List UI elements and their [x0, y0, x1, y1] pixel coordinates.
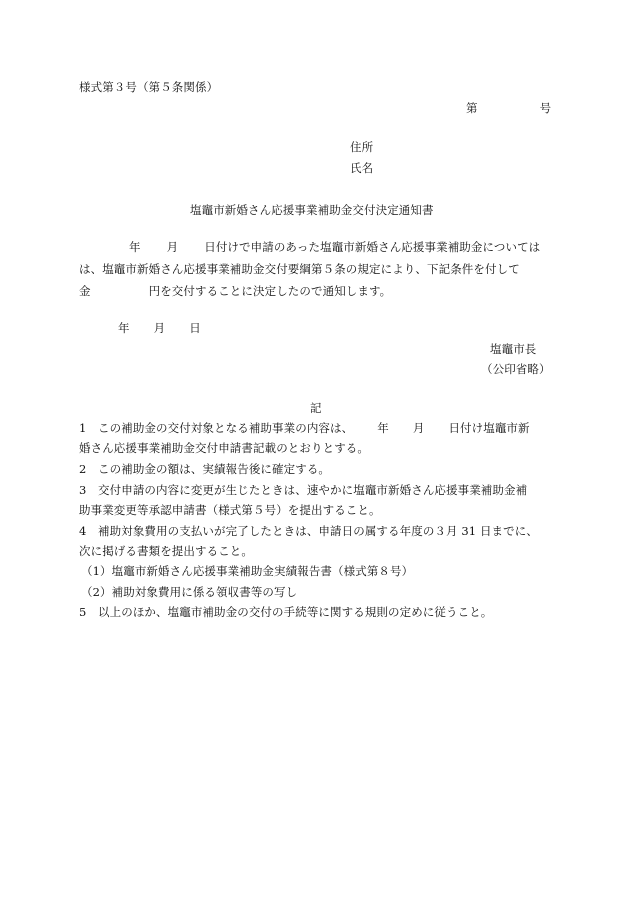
condition-2: 2 この補助金の額は、実績報告後に確定する。: [79, 462, 331, 476]
notes-heading: 記: [310, 401, 322, 415]
seal-note: （公印省略）: [481, 362, 551, 376]
form-number: 様式第３号（第５条関係）: [79, 80, 219, 94]
condition-1-year: 年: [377, 421, 389, 435]
body-month-label: 月: [166, 240, 179, 254]
body-line-3: [79, 286, 391, 298]
date-year: 年: [118, 321, 130, 335]
condition-4-item-2: （2）補助対象費用に係る領収書等の写し: [81, 585, 298, 599]
condition-4-item-1: （1）塩竈市新婚さん応援事業補助金実績報告書（様式第８号）: [81, 564, 414, 578]
body-year-label: 年: [129, 240, 141, 254]
date-day: 日: [189, 321, 201, 335]
condition-1-text-b: 日付け塩竈市新: [448, 421, 530, 435]
condition-1-line-1: [79, 423, 530, 435]
condition-3-line-2: 助事業変更等承認申請書（様式第５号）を提出すること。: [79, 503, 381, 517]
document-title: 塩竈市新婚さん応援事業補助金交付決定通知書: [190, 203, 434, 217]
body-line1-rest: 日付けで申請のあった塩竈市新婚さん応援事業補助金については: [204, 240, 541, 254]
name-label: 氏名: [350, 161, 374, 175]
document-number: [466, 103, 551, 115]
body-line-1: [129, 242, 540, 254]
condition-1-month: 月: [412, 421, 425, 435]
condition-3-line-1: 3 交付申請の内容に変更が生じたときは、速やかに塩竈市新婚さん応援事業補助金補: [79, 483, 528, 497]
date-month: 月: [153, 321, 166, 335]
body-line3-rest: 円を交付することに決定したので通知します。: [148, 284, 392, 298]
amount-prefix: 金: [79, 284, 91, 298]
condition-4-line-2: 次に掲げる書類を提出すること。: [79, 544, 253, 558]
condition-4-line-1: 4 補助対象費用の支払いが完了したときは、申請日の属する年度の３月 31 日までに、: [79, 524, 538, 538]
doc-number-prefix: 第: [466, 101, 478, 115]
issue-date: [118, 323, 201, 335]
condition-5: 5 以上のほか、塩竈市補助金の交付の手続等に関する規則の定めに従うこと。: [79, 605, 493, 619]
issuer-name: 塩竈市長: [490, 342, 537, 356]
body-line-2: は、塩竈市新婚さん応援事業補助金交付要綱第５条の規定により、下記条件を付して: [79, 262, 520, 276]
condition-1-text-a: 1 この補助金の交付対象となる補助事業の内容は、: [79, 421, 354, 435]
doc-number-suffix: 号: [539, 101, 552, 115]
address-label: 住所: [350, 140, 374, 154]
condition-1-line-2: 婚さん応援事業補助金交付申請書記載のとおりとする。: [79, 441, 369, 455]
